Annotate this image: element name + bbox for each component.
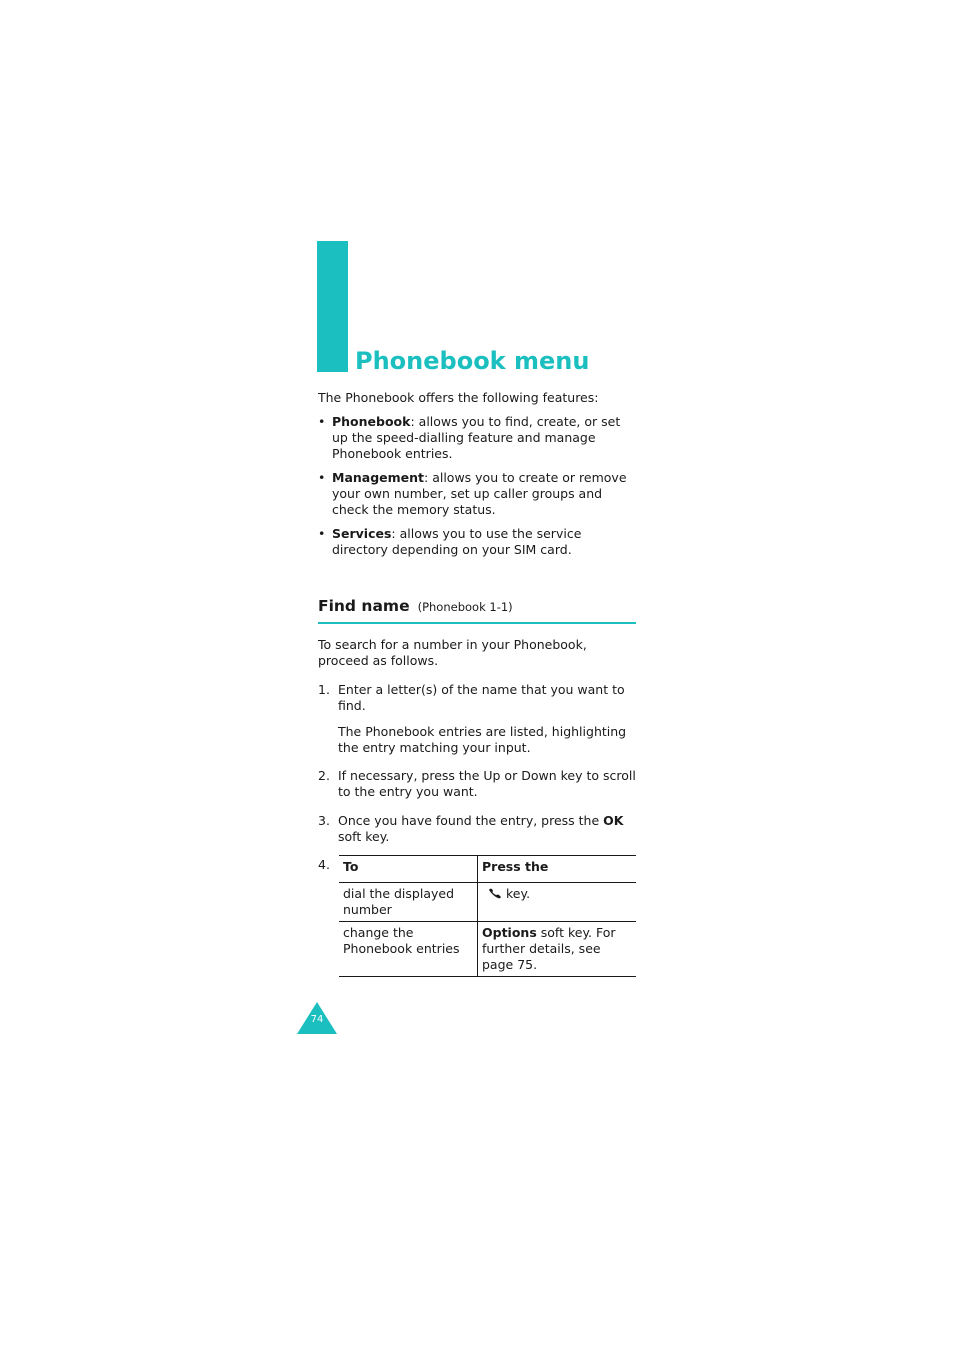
feature-desc: : allows you to find, create, or set up the speed-dialling feature and manage Phonebook entries. (332, 414, 621, 461)
feature-item-management (318, 470, 638, 518)
section-title: Find name (318, 597, 410, 615)
section-reference: (Phonebook 1-1) (417, 600, 513, 614)
ok-key-label: OK (603, 813, 624, 828)
step-note: The Phonebook entries are listed, highlighting the entry matching your input. (338, 724, 627, 755)
bullet-marker: • (318, 414, 326, 429)
step-1 (318, 682, 638, 756)
feature-term: Services (332, 526, 392, 541)
step-number: 2. (318, 768, 330, 783)
feature-term: Phonebook (332, 414, 411, 429)
bullet-marker: • (318, 470, 326, 485)
step-text (338, 813, 638, 845)
feature-item-phonebook (318, 414, 638, 462)
page-title: Phonebook menu (355, 347, 590, 375)
table-cell-key (478, 922, 637, 977)
table-header-cell: Press the (478, 856, 637, 883)
table-cell-action: dial the displayed number (339, 883, 478, 922)
table-row (339, 883, 636, 922)
table-cell-action: change the Phonebook entries (339, 922, 478, 977)
section-lead-text: To search for a number in your Phonebook, proceed as follows. (318, 637, 587, 668)
step-text-part: Once you have found the entry, press the (338, 813, 604, 828)
intro-text: The Phonebook offers the following features: (318, 390, 599, 405)
table-cell-key-text: key. (506, 886, 531, 901)
table-cell-key (478, 883, 637, 922)
feature-list (318, 414, 638, 566)
step-text: Enter a letter(s) of the name that you want to find. (338, 682, 625, 713)
table-cell-key-text: soft key. For further details, see page 75. (482, 925, 616, 972)
feature-desc: : allows you to create or remove your own number, set up caller groups and check the memory status. (332, 470, 627, 517)
step-2 (318, 768, 638, 800)
step-number: 3. (318, 813, 330, 828)
feature-term: Management (332, 470, 425, 485)
feature-item-services (318, 526, 638, 558)
step-text-part: soft key. (338, 829, 390, 844)
options-key-label: Options (482, 925, 537, 940)
step-3 (318, 813, 638, 845)
chapter-tab-bar (317, 241, 348, 372)
table-header-cell: To (339, 856, 478, 883)
phone-send-icon (488, 887, 502, 899)
step-text: If necessary, press the Up or Down key to scroll to the entry you want. (338, 768, 636, 799)
page-number: 74 (310, 1014, 324, 1025)
table-row (339, 922, 636, 977)
step-number: 1. (318, 682, 330, 697)
key-action-table (339, 855, 636, 977)
step-number: 4. (318, 857, 330, 872)
bullet-marker: • (318, 526, 326, 541)
feature-desc: : allows you to use the service directory depending on your SIM card. (332, 526, 582, 557)
section-heading (318, 596, 636, 624)
table-header-row (339, 856, 636, 883)
